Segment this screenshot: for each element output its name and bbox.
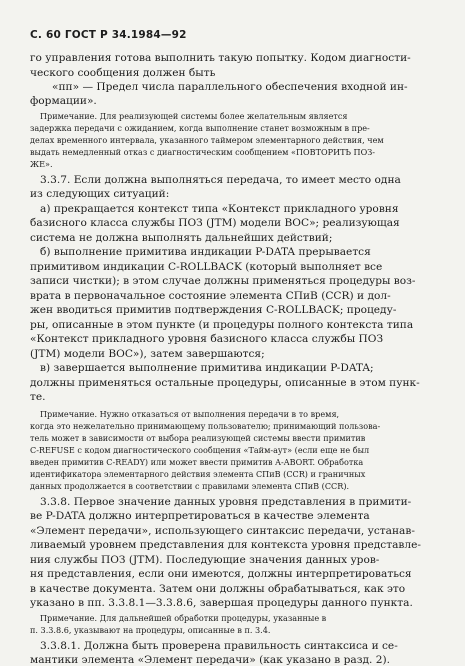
text-line: б) выполнение примитива индикации P-DATA прерывается: [40, 246, 371, 258]
note-line: данных продолжается в соответствии с правилами элемента СПиВ (CCR).: [30, 481, 350, 491]
text-line: в качестве документа. Затем они должны обрабатываться, как это: [30, 583, 406, 595]
note-line: выдать немедленный отказ с диагностическим сообщением «ПОВТОРИТЬ ПОЗ-: [30, 147, 376, 157]
text-line: мантики элемента «Элемент передачи» (как указано в разд. 2).: [30, 654, 390, 666]
text-line: жен вводиться примитив подтверждения C-ROLLBACK; процеду-: [30, 304, 397, 316]
note-line: делах временного интервала, указанного таймером элементарного действия, чем: [30, 135, 384, 145]
note-line: п. 3.3.8.6, указывают на процедуры, описанные в п. 3.4.: [30, 625, 271, 635]
note-line: C-REFUSE с кодом диагностического сообщения «Тайм-аут» (если еще не был: [30, 445, 370, 455]
text-line: указано в пп. 3.3.8.1—3.3.8.6, завершая процедуры данного пункта.: [30, 597, 413, 609]
text-line: «Контекст прикладного уровня базисного класса службы ПОЗ: [30, 333, 384, 345]
note-line: Примечание. Нужно отказаться от выполнения передачи в то время,: [40, 409, 340, 419]
text-line: врата в первоначальное состояние элемента СПиВ (CCR) и дол-: [30, 290, 391, 302]
text-line: а) прекращается контекст типа «Контекст прикладного уровня: [40, 203, 399, 215]
note-line: идентификатора элементарного действия элемента СПиВ (CCR) и граничных: [30, 469, 366, 479]
text-line: ве P-DATA должно интерпретироваться в качестве элемента: [30, 510, 370, 522]
text-line: «Элемент передачи», использующего синтаксис передачи, устанав-: [30, 525, 415, 537]
text-line: 3.3.7. Если должна выполняться передача, то имеет место одна: [40, 174, 401, 186]
text-line: 3.3.8. Первое значение данных уровня представления в примити-: [40, 496, 412, 508]
note-line: введен примитив C-READY) или может ввести примитив A-ABORT. Обработка: [30, 457, 364, 467]
page-header: С. 60 ГОСТ Р 34.1984—92: [30, 29, 187, 41]
text-line: записи чистки); в этом случае должны применяться процедуры воз-: [30, 275, 416, 287]
text-line: ры, описанные в этом пункте (и процедуры полного контекста типа: [30, 319, 414, 331]
text-line: ливаемый уровнем представления для контекста уровня представле-: [30, 539, 421, 551]
text-line: формации».: [30, 95, 97, 107]
text-line: в) завершается выполнение примитива индикации P-DATA;: [40, 362, 374, 374]
text-line: ния службы ПОЗ (JTM). Последующие значения данных уров-: [30, 554, 380, 566]
text-line: должны применяться остальные процедуры, описанные в этом пунк-: [30, 377, 420, 389]
note-line: ЖЕ».: [30, 159, 53, 169]
text-line: примитивом индикации C-ROLLBACK (который выполняет все: [30, 261, 383, 273]
text-line: (JTM) модели ВОС»), затем завершаются;: [30, 348, 265, 360]
text-line: «пп» — Предел числа параллельного обеспечения входной ин-: [52, 81, 408, 93]
note-line: задержка передачи с ожиданием, когда выполнение станет возможным в пре-: [30, 123, 370, 133]
note-line: когда это нежелательно принимающему пользователю; принимающий пользова-: [30, 421, 381, 431]
text-line: из следующих ситуаций:: [30, 188, 170, 200]
text-line: система не должна выполнять дальнейших действий;: [30, 232, 333, 244]
text-line: базисного класса службы ПОЗ (JTM) модели ВОС»; реализующая: [30, 217, 400, 229]
text-line: ческого сообщения должен быть: [30, 67, 216, 79]
text-line: го управления готова выполнить такую попытку. Кодом диагности-: [30, 52, 411, 64]
note-line: тель может в зависимости от выбора реализующей системы ввести примитив: [30, 433, 366, 443]
text-line: 3.3.8.1. Должна быть проверена правильность синтаксиса и се-: [40, 640, 398, 652]
text-line: те.: [30, 391, 46, 403]
note-line: Примечание. Для дальнейшей обработки процедуры, указанные в: [40, 613, 327, 623]
note-line: Примечание. Для реализующей системы более желательным является: [40, 111, 348, 121]
text-line: ня представления, если они имеются, должны интерпретироваться: [30, 568, 412, 580]
